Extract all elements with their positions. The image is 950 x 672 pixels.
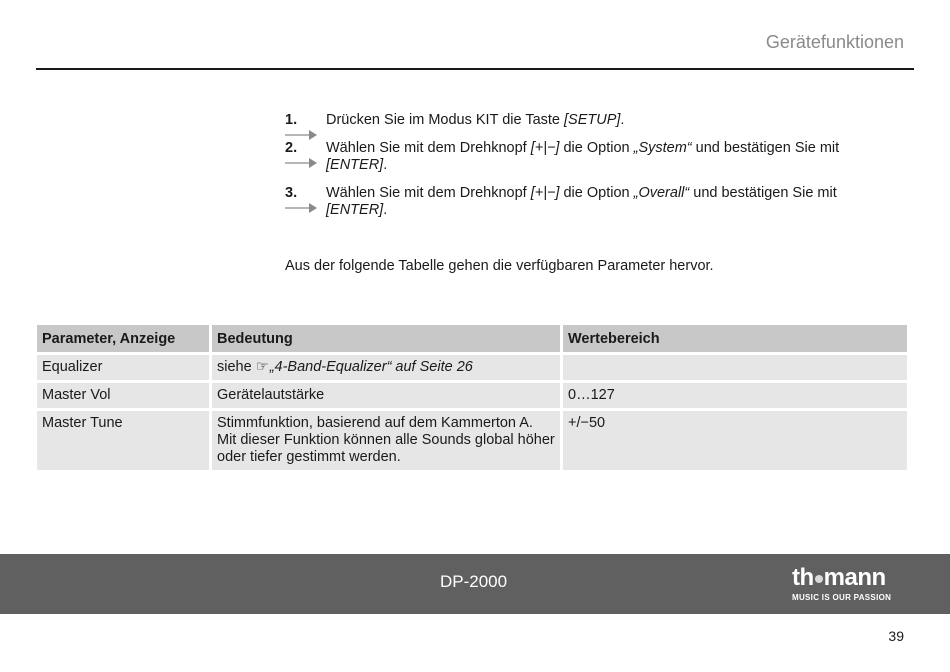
step-arrow-icon <box>285 158 317 168</box>
cell-range: 0…127 <box>563 383 907 408</box>
step-text: Wählen Sie mit dem Drehknopf <box>326 140 531 156</box>
cell-param: Master Vol <box>37 383 209 408</box>
column-header: Wertebereich <box>563 325 907 352</box>
table-row <box>37 355 907 380</box>
step-2: 2. Wählen Sie mit dem Drehknopf [+|−] die Option „System“ und bestätigen Sie mit [ENTER]. <box>285 140 840 173</box>
key-label: [ENTER] <box>326 157 384 173</box>
logo-tagline: MUSIC IS OUR PASSION <box>792 593 892 602</box>
model-name: DP-2000 <box>440 572 508 591</box>
key-label: [ENTER] <box>326 202 384 218</box>
cell-param: Equalizer <box>37 355 209 380</box>
key-label: [+|−] <box>530 185 560 201</box>
step-text: Wählen Sie mit dem Drehknopf <box>326 185 531 201</box>
option-label: „System“ <box>633 140 692 156</box>
logo-dot-icon <box>815 575 823 583</box>
pointing-hand-icon: ☞ <box>255 359 269 375</box>
column-header: Bedeutung <box>212 325 560 352</box>
step-number: 3. <box>285 185 298 201</box>
section-title: Gerätefunktionen <box>765 32 904 52</box>
step-number: 1. <box>285 112 298 128</box>
cell-param: Master Tune <box>37 411 209 470</box>
step-1: 1. Drücken Sie im Modus KIT die Taste [SETUP]. <box>285 112 885 129</box>
intro-paragraph: Aus der folgende Tabelle gehen die verfügbaren Parameter hervor. <box>285 258 714 274</box>
option-label: „Overall“ <box>633 185 690 201</box>
footer-band <box>0 554 950 614</box>
table-row <box>37 411 907 470</box>
table-header-row <box>37 325 907 352</box>
header-divider <box>36 68 914 70</box>
step-text: Drücken Sie im Modus KIT die Taste <box>326 112 565 128</box>
cell-range: +/−50 <box>563 411 907 470</box>
key-label: [+|−] <box>530 140 560 156</box>
thomann-logo <box>792 566 891 602</box>
key-label: [SETUP] <box>564 112 621 128</box>
page-number: 39 <box>888 628 904 644</box>
step-arrow-icon <box>285 130 317 140</box>
step-number: 2. <box>285 140 298 156</box>
step-3: 3. Wählen Sie mit dem Drehknopf [+|−] die Option „Overall“ und bestätigen Sie mit [ENTER]. <box>285 185 837 218</box>
cell-meaning: Gerätelautstärke <box>212 383 560 408</box>
column-header: Parameter, Anzeige <box>37 325 209 352</box>
instruction-steps <box>285 112 885 230</box>
cell-meaning: siehe ☞„4-Band-Equalizer“ auf Seite 26 <box>212 355 560 380</box>
table-row <box>37 383 907 408</box>
cell-range <box>563 355 907 380</box>
step-arrow-icon <box>285 203 317 213</box>
cell-meaning: Stimmfunktion, basierend auf dem Kammerton A. Mit dieser Funktion können alle Sounds global höher oder tiefer gestimmt werden. <box>212 411 560 470</box>
cross-reference-link[interactable]: „4-Band-Equalizer“ auf Seite 26 <box>269 359 473 375</box>
parameter-table <box>34 322 910 473</box>
logo-wordmark: th mann <box>792 564 886 591</box>
